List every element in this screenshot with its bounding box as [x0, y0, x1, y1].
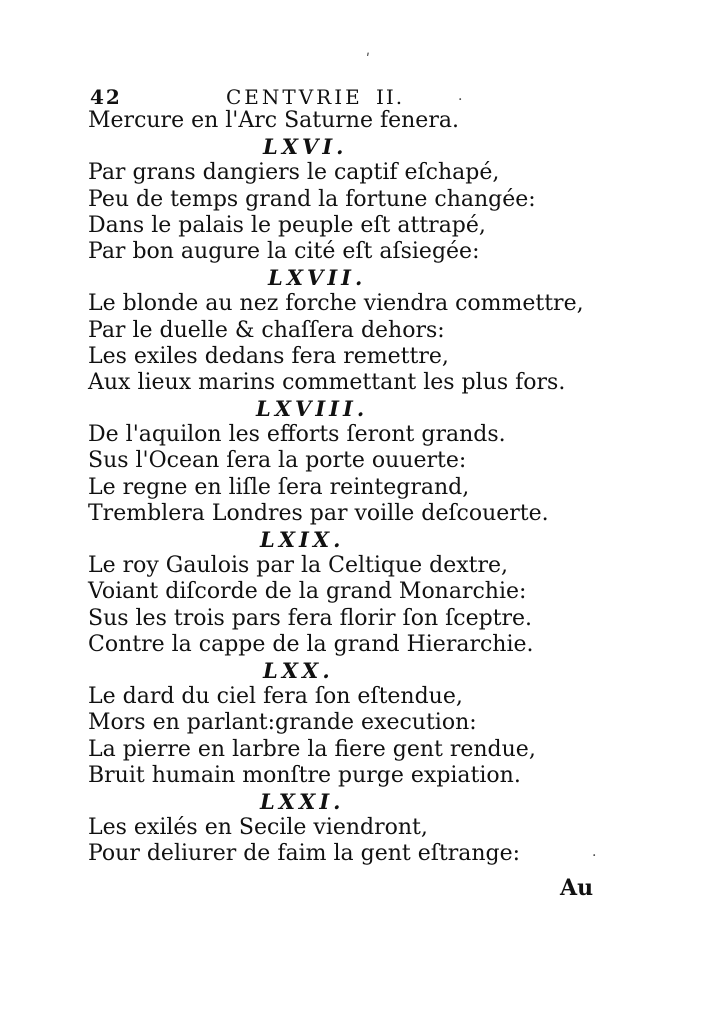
- quatrain-number: LXVII.: [268, 265, 367, 291]
- verse-line: Le roy Gaulois par la Celtique dextre,: [88, 553, 509, 579]
- verse-line: Sus l'Ocean ſera la porte ouuerte:: [88, 448, 467, 474]
- verse-line: Le blonde au nez forche viendra commettre,: [88, 291, 584, 317]
- verse-line: Mercure en l'Arc Saturne fenera.: [88, 108, 459, 133]
- verse-line: Pour deliurer de faim la gent eſtrange:: [88, 841, 521, 867]
- ink-mark: ʹ: [366, 52, 370, 68]
- verse-line: Peu de temps grand la fortune changée:: [88, 186, 536, 212]
- verse-line: Les exilés en Secile viendront,: [88, 815, 428, 841]
- verse-line: Par bon augure la cité eſt aſsiegée:: [88, 238, 480, 264]
- verse-line: Tremblera Londres par voille deſcouerte.: [88, 500, 549, 526]
- verse-line: Voiant diſcorde de la grand Monarchie:: [88, 579, 527, 605]
- running-title: CENTVRIE: [226, 85, 363, 109]
- verse-line: Le regne en liſle ſera reintegrand,: [88, 474, 470, 500]
- verse-line: Par le duelle & chaſſera dehors:: [88, 317, 445, 343]
- verse-line: Mors en parlant:grande execution:: [88, 710, 477, 736]
- verse-text: [88, 108, 708, 867]
- verse-line: Contre la cappe de la grand Hierarchie.: [88, 631, 534, 657]
- catchword: Au: [560, 875, 594, 901]
- running-title-number: II.: [376, 85, 405, 109]
- quatrain-number: LXXI.: [260, 788, 345, 814]
- quatrain-number: LXVI.: [263, 134, 348, 160]
- verse-line: De l'aquilon les efforts ſeront grands.: [88, 422, 506, 448]
- ink-mark: ·: [592, 848, 597, 864]
- quatrain-number: LXX.: [263, 657, 334, 683]
- page-number: 42: [90, 85, 122, 109]
- verse-line: Les exiles dedans fera remettre,: [88, 343, 449, 369]
- verse-line: Le dard du ciel fera ſon eſtendue,: [88, 684, 463, 710]
- verse-line: Sus les trois pars fera florir ſon ſceptre.: [88, 605, 533, 631]
- verse-line: Bruit humain monſtre purge expiation.: [88, 762, 521, 788]
- verse-line: Dans le palais le peuple eſt attrapé,: [88, 212, 486, 238]
- verse-line: La pierre en larbre la fiere gent rendue,: [88, 736, 536, 762]
- verse-line: Par grans dangiers le captif eſchapé,: [88, 160, 500, 186]
- quatrain-number: LXIX.: [260, 527, 345, 552]
- verse-line: Aux lieux marins commettant les plus fors.: [88, 369, 566, 395]
- quatrain-number: LXVIII.: [256, 396, 369, 422]
- ink-mark: ·: [458, 92, 463, 108]
